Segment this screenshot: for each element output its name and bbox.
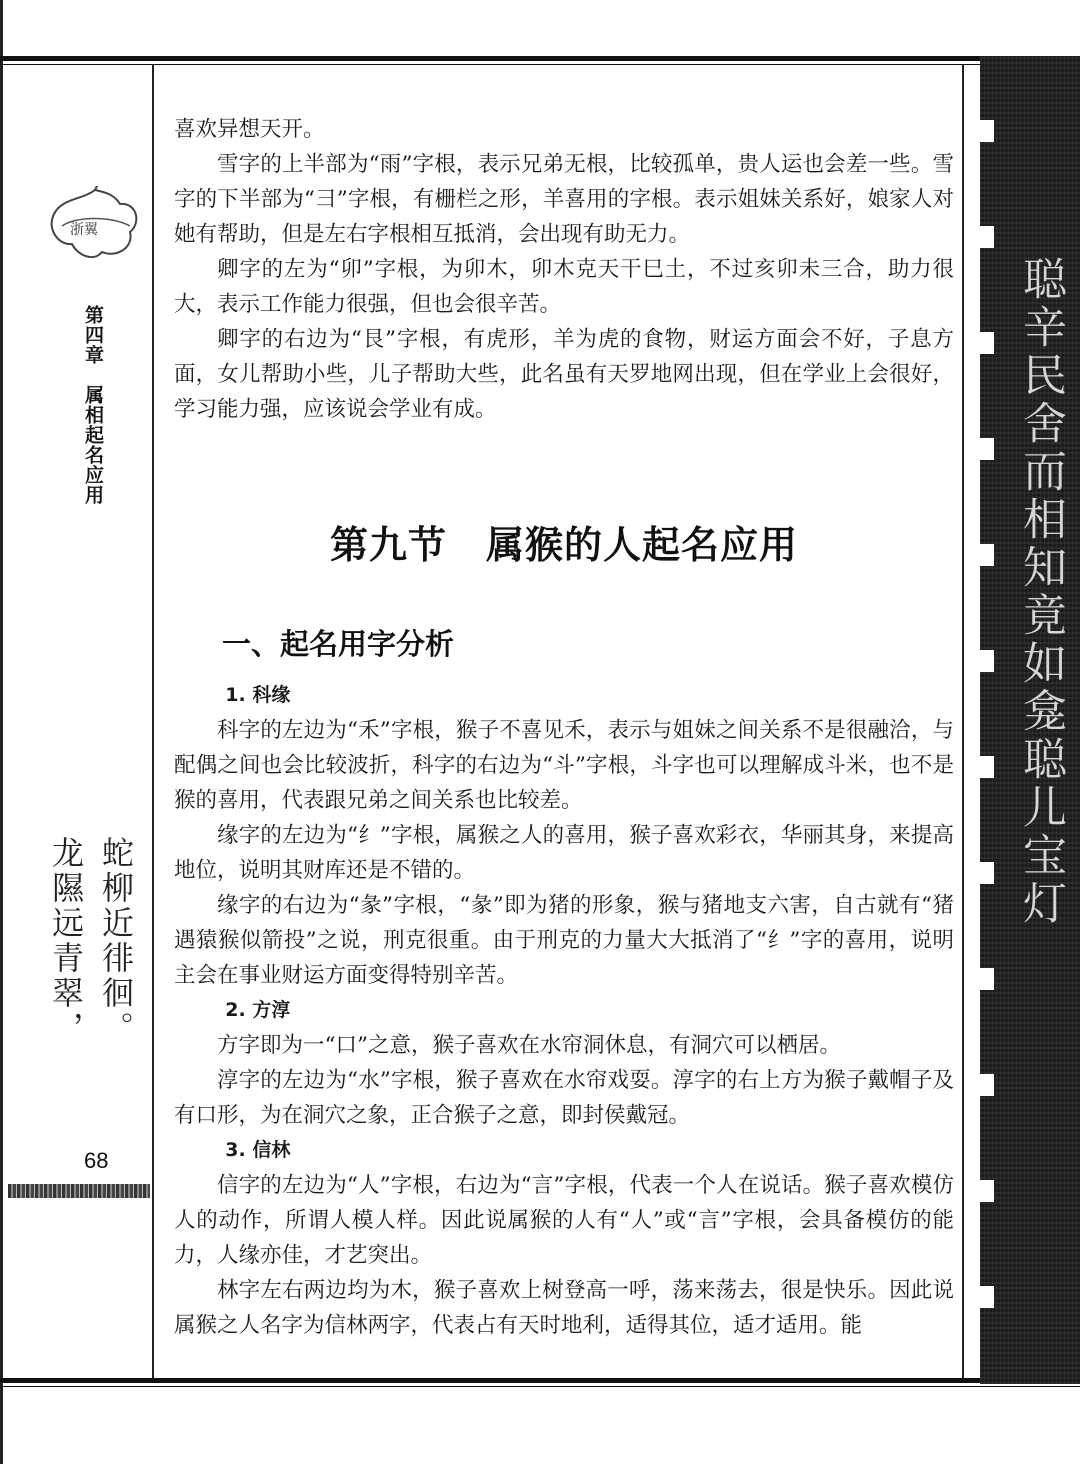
paragraph: 喜欢异想天开。 (174, 117, 325, 142)
strip-notch (980, 226, 994, 248)
paragraph: 方字即为一“口”之意，猴子喜欢在水帘洞休息，有洞穴可以栖居。 (217, 1033, 841, 1058)
margin-divider (152, 64, 154, 1380)
page-number: 68 (84, 1148, 109, 1173)
ornament-emblem (42, 186, 148, 266)
item-title: 1. 科缘 (225, 684, 291, 706)
svg-text:浙翼: 浙翼 (70, 222, 98, 238)
paragraph: 林字左右两边均为木，猴子喜欢上树登高一呼，荡来荡去，很是快乐。因此说属猴之人名字为信林两字，代表占有天时地利，适得其位，适才适用。能 (174, 1278, 954, 1338)
strip-notch (980, 1286, 994, 1308)
strip-notch (980, 968, 994, 990)
paragraph: 缘字的左边为“纟”字根，属猴之人的喜用，猴子喜欢彩衣，华丽其身，来提高地位，说明其财库还是不错的。 (174, 823, 954, 883)
section-title: 第九节 属猴的人起名应用 (329, 523, 798, 567)
poem-line-2: 龙隰远青翠， (47, 836, 85, 1046)
paragraph: 缘字的右边为“彖”字根，“彖”即为猪的形象，猴与猪地支六害，自古就有“猪遇猿猴似箭投”之说，刑克很重。由于刑克的力量大大抵消了“纟”字的喜用，说明主会在事业财运方面变得特别辛苦。 (174, 893, 954, 988)
calligraphy-strip (980, 56, 1080, 1384)
paragraph: 卿字的右边为“艮”字根，有虎形，羊为虎的食物，财运方面会不好，子息方面，女儿帮助小些，儿子帮助大些，此名虽有天罗地网出现，但在学业上会很好，学习能力强，应该说会学业有成。 (174, 327, 954, 422)
page-left-edge (0, 0, 3, 1464)
item-title: 2. 方淳 (225, 999, 291, 1021)
subsection-title: 一、起名用字分析 (222, 627, 455, 661)
strip-notch (980, 544, 994, 566)
strip-notch (980, 862, 994, 884)
bottom-rule-thin (0, 1386, 1080, 1387)
right-divider (962, 64, 964, 1380)
strip-notch (980, 332, 994, 354)
top-rule (0, 56, 985, 61)
paragraph: 淳字的左边为“水”字根，猴子喜欢在水帘戏耍。淳字的右上方为猴子戴帽子及有口形，为在洞穴之象，正合猴子之意，即封侯戴冠。 (174, 1068, 954, 1128)
item-title: 3. 信林 (225, 1139, 291, 1161)
strip-notch (980, 1074, 994, 1096)
body-text-top (174, 112, 954, 427)
strip-notch (980, 650, 994, 672)
paragraph: 雪字的上半部为“雨”字根，表示兄弟无根，比较孤单，贵人运也会差一些。雪字的下半部为“彐”字根，有栅栏之形，羊喜用的字根。表示姐妹关系好，娘家人对她有帮助，但是左右字根相互抵消，会出现有助无力。 (174, 152, 954, 247)
paragraph: 信字的左边为“人”字根，右边为“言”字根，代表一个人在说话。猴子喜欢模仿人的动作，所谓人模人样。因此说属猴的人有“人”或“言”字根，会具备模仿的能力，人缘亦佳，才艺突出。 (174, 1173, 954, 1268)
page-number-bar (8, 1184, 150, 1198)
top-rule-thin (0, 64, 985, 65)
chapter-label: 第四章 属相起名应用 (82, 305, 104, 505)
strip-notch (980, 1180, 994, 1202)
paragraph: 卿字的左为“卯”字根，为卯木，卯木克天干巳土，不过亥卯未三合，助力很大，表示工作能力很强，但也会很辛苦。 (174, 257, 954, 317)
poem-line-1: 蛇柳近徘徊。 (97, 836, 135, 1046)
strip-notch (980, 120, 994, 142)
paragraph: 科字的左边为“禾”字根，猴子不喜见禾，表示与姐妹之间关系不是很融洽，与配偶之间也会比较波折，科字的右边为“斗”字根，斗字也可以理解成斗米，也不是猴的喜用，代表跟兄弟之间关系也比较差。 (174, 718, 954, 813)
strip-notch (980, 438, 994, 460)
strip-notch (980, 756, 994, 778)
strip-calligraphy: 聪辛民舍而相知竟如龛聪儿宝灯 (1015, 256, 1066, 928)
bottom-rule (0, 1378, 1080, 1383)
body-text-items (174, 678, 954, 1343)
